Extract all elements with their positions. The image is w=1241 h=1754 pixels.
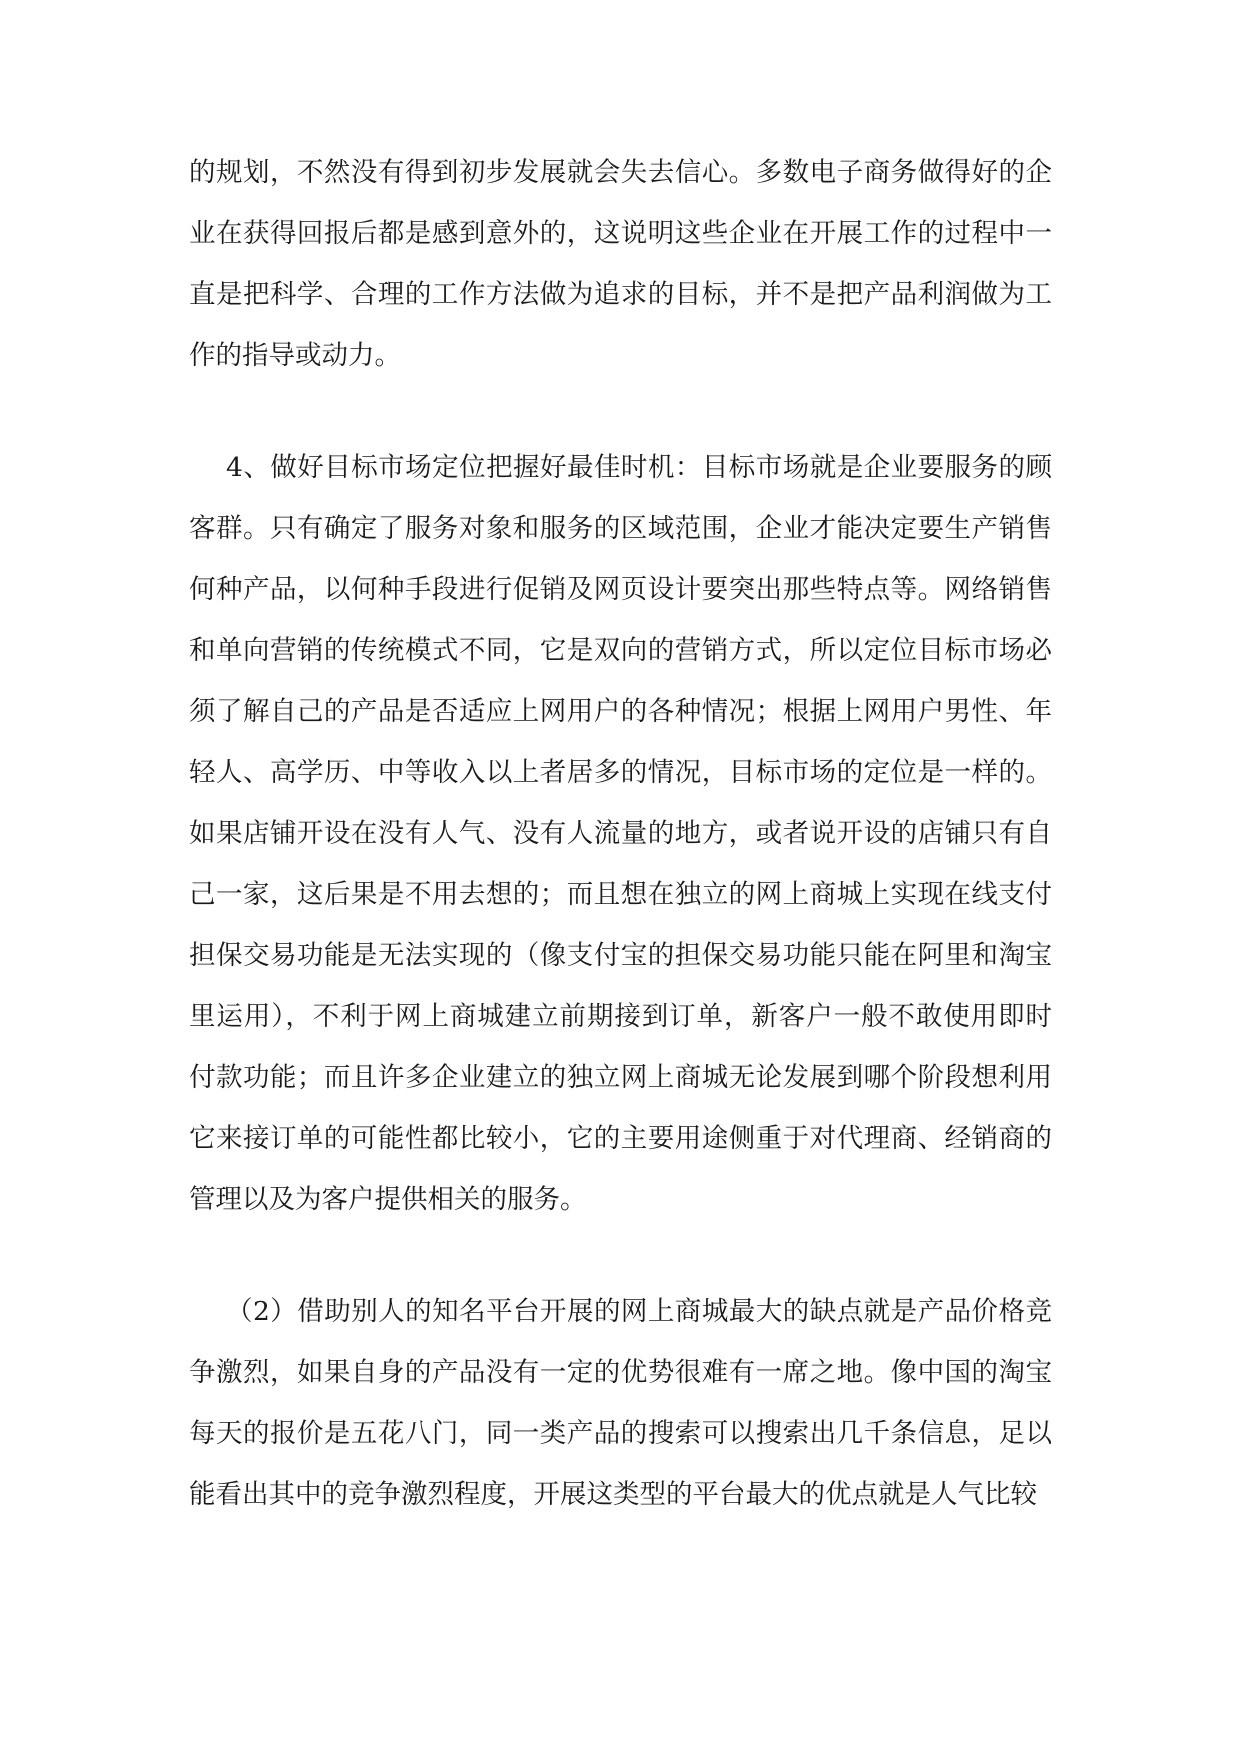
line-text: 担保交易功能是无法实现的（像支付宝的担保交易功能只能在阿里和淘宝 [189,940,1053,971]
line-text: 须了解自己的产品是否适应上网用户的各种情况；根据上网用户男性、年 [189,696,1053,727]
text-line [0,1178,1241,1222]
text-line [0,446,1241,490]
text-line [0,1056,1241,1100]
line-text: 己一家，这后果是不用去想的；而且想在独立的网上商城上实现在线支付 [189,879,1053,910]
text-line [0,934,1241,978]
line-text: 业在获得回报后都是感到意外的，这说明这些企业在开展工作的过程中一 [189,218,1053,249]
text-line [0,1117,1241,1161]
text-line [0,873,1241,917]
text-line [0,334,1241,378]
line-text: 付款功能；而且许多企业建立的独立网上商城无论发展到哪个阶段想利用 [189,1062,1053,1093]
text-line [0,812,1241,856]
line-text: 里运用），不利于网上商城建立前期接到订单，新客户一般不敢使用即时 [189,1001,1053,1032]
line-text: 4、做好目标市场定位把握好最佳时机：目标市场就是企业要服务的顾 [226,452,1053,483]
text-line [0,995,1241,1039]
line-text: 能看出其中的竞争激烈程度，开展这类型的平台最大的优点就是人气比较 [189,1479,1037,1510]
text-line [0,151,1241,195]
line-text: 管理以及为客户提供相关的服务。 [189,1184,587,1215]
line-text: 和单向营销的传统模式不同，它是双向的营销方式，所以定位目标市场必 [189,635,1053,666]
text-line [0,690,1241,734]
text-line [0,273,1241,317]
line-text: 争激烈，如果自身的产品没有一定的优势很难有一席之地。像中国的淘宝 [189,1357,1053,1388]
text-line [0,212,1241,256]
line-text: 如果店铺开设在没有人气、没有人流量的地方，或者说开设的店铺只有自 [189,818,1053,849]
text-line [0,1473,1241,1517]
line-text: （2）借助别人的知名平台开展的网上商城最大的缺点就是产品价格竞 [226,1296,1053,1327]
line-text: 作的指导或动力。 [189,340,401,371]
text-line [0,568,1241,612]
line-text: 客群。只有确定了服务对象和服务的区域范围，企业才能决定要生产销售 [189,513,1053,544]
line-text: 的规划，不然没有得到初步发展就会失去信心。多数电子商务做得好的企 [189,157,1053,188]
line-text: 每天的报价是五花八门，同一类产品的搜索可以搜索出几千条信息，足以 [189,1418,1053,1449]
text-line [0,629,1241,673]
line-text: 轻人、高学历、中等收入以上者居多的情况，目标市场的定位是一样的。 [189,757,1053,788]
text-line [0,751,1241,795]
text-line [0,1290,1241,1334]
line-text: 它来接订单的可能性都比较小，它的主要用途侧重于对代理商、经销商的 [189,1123,1053,1154]
line-text: 直是把科学、合理的工作方法做为追求的目标，并不是把产品利润做为工 [189,279,1053,310]
line-text: 何种产品，以何种手段进行促销及网页设计要突出那些特点等。网络销售 [189,574,1053,605]
text-line [0,507,1241,551]
text-line [0,1412,1241,1456]
text-line [0,1351,1241,1395]
